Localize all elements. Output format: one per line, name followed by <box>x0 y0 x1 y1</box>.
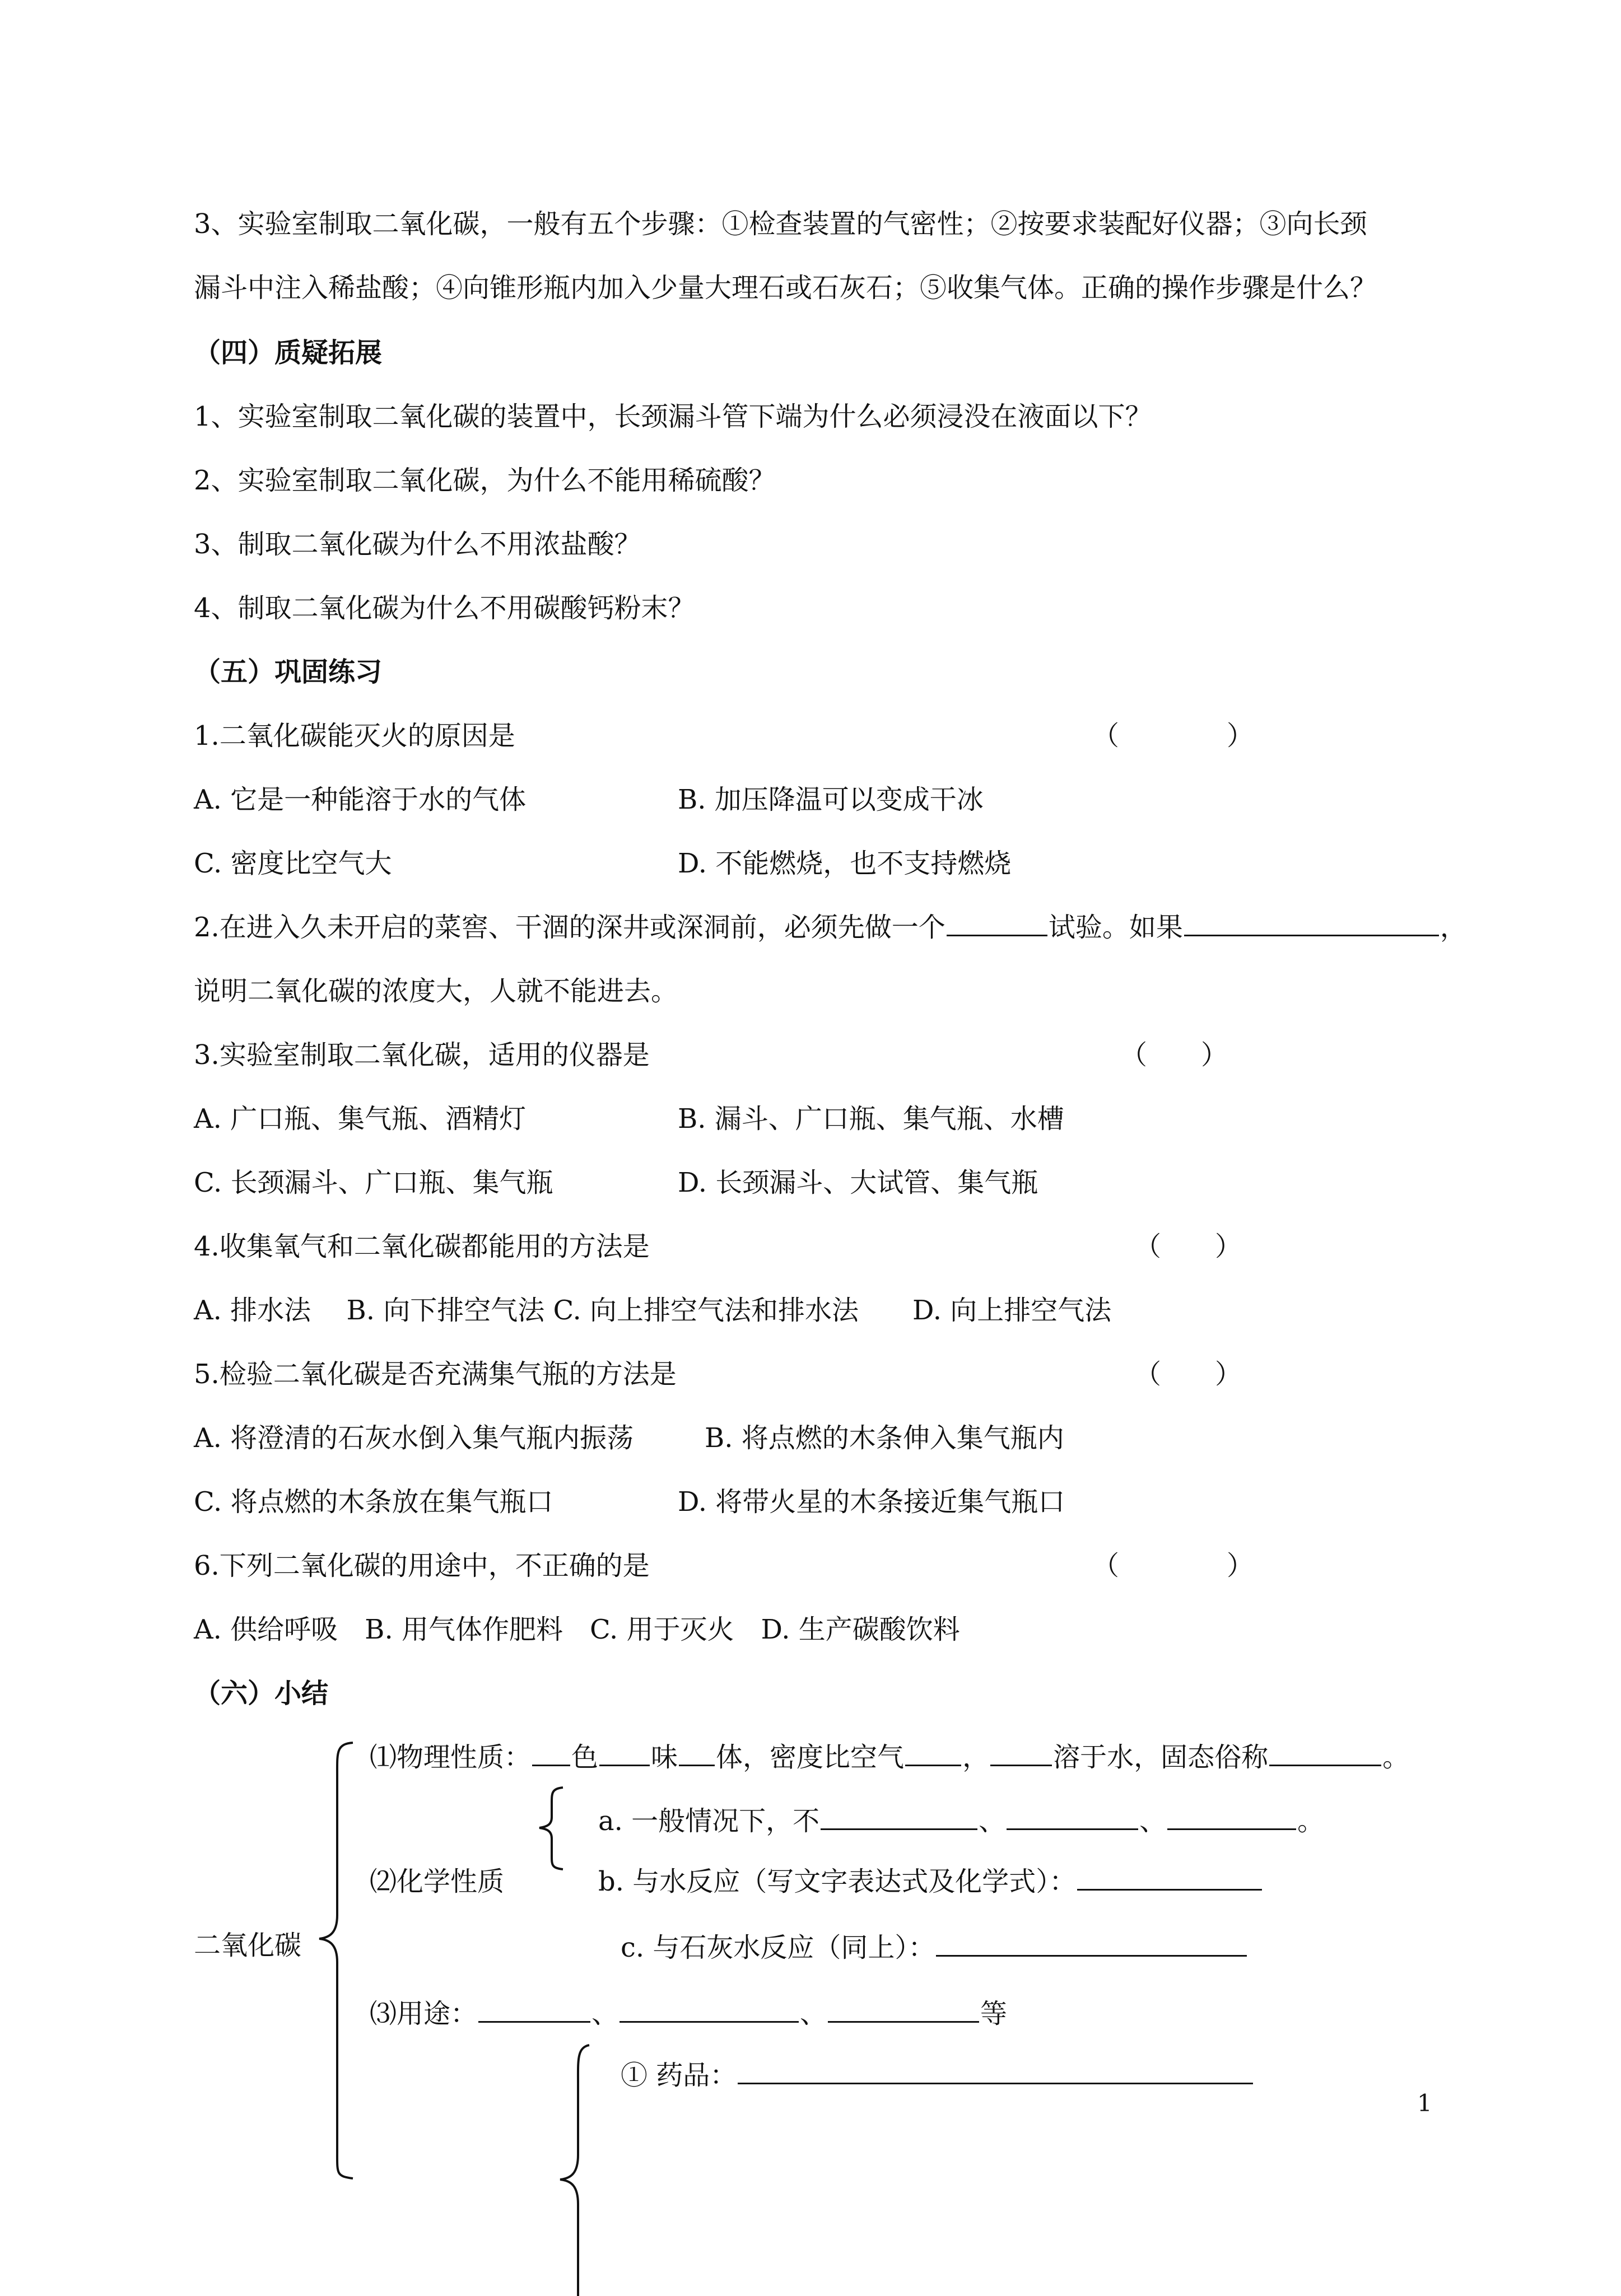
chem-b-text: b. 与水反应（写文字表达式及化学式）： <box>598 1866 1077 1897</box>
exercise-3-stem: 3.实验室制取二氧化碳，适用的仪器是 <box>194 1039 650 1071</box>
exercise-2-text-2: 试验。如果 <box>1048 912 1183 943</box>
prep-reagents-text: ① 药品： <box>621 2060 737 2091</box>
chem-a-blank-2[interactable] <box>1007 1806 1138 1830</box>
exercise-5-answer-parens: （ ） <box>1134 1359 1242 1390</box>
exercise-5-option-d: D. 将带火星的木条接近集气瓶口 <box>678 1486 1065 1518</box>
phys-period: 。 <box>1382 1742 1410 1773</box>
use-blank-3[interactable] <box>828 1999 979 2023</box>
section-6-heading: （六）小结 <box>194 1678 329 1709</box>
chem-b-blank[interactable] <box>1077 1866 1262 1891</box>
exercise-6-answer-parens: （ ） <box>1092 1550 1254 1581</box>
phys-blank-density[interactable] <box>905 1742 961 1766</box>
exercise-5-option-c: C. 将点燃的木条放在集气瓶口 <box>194 1486 553 1518</box>
summary-prep-reagents <box>621 2059 1254 2092</box>
section-4-q3: 3、制取二氧化碳为什么不用浓盐酸？ <box>194 529 641 560</box>
exercise-5-stem: 5.检验二氧化碳是否充满集气瓶的方法是 <box>194 1359 677 1390</box>
summary-physical-properties <box>370 1740 1409 1774</box>
summary-brace-preparation <box>555 2038 599 2296</box>
exercise-4-options: A. 排水法 B. 向下排空气法 C. 向上排空气法和排水法 D. 向上排空气法 <box>194 1295 1112 1326</box>
phys-odor: 味 <box>651 1742 678 1773</box>
exercise-2-blank-1[interactable] <box>947 912 1047 936</box>
exercise-2-text-1: 2.在进入久未开启的菜窖、干涸的深井或深洞前，必须先做一个 <box>194 912 945 943</box>
exercise-2-text-3: ， <box>1440 912 1467 943</box>
page-number: 1 <box>1417 2089 1432 2117</box>
chem-c-blank[interactable] <box>936 1933 1247 1957</box>
use-label: ⑶用途： <box>370 1998 478 2029</box>
summary-brace-outer <box>314 1736 370 2128</box>
exercise-3-option-c: C. 长颈漏斗、广口瓶、集气瓶 <box>194 1167 553 1198</box>
summary-brace-chemical <box>535 1786 569 1898</box>
exercise-5-option-b: B. 将点燃的木条伸入集气瓶内 <box>705 1422 1064 1454</box>
chem-c-text: c. 与石灰水反应（同上）： <box>621 1932 935 1963</box>
exercise-4-answer-parens: （ ） <box>1134 1231 1242 1262</box>
chem-a-text: a. 一般情况下，不 <box>598 1805 820 1837</box>
chem-a-end: 。 <box>1297 1805 1325 1837</box>
phys-color: 色 <box>571 1742 599 1773</box>
exercise-6-stem: 6.下列二氧化碳的用途中，不正确的是 <box>194 1550 650 1581</box>
exercise-1-option-c: C. 密度比空气大 <box>194 848 392 879</box>
summary-uses <box>370 1997 1007 2031</box>
phys-blank-odor[interactable] <box>599 1742 650 1766</box>
summary-root-label: 二氧化碳 <box>194 1930 302 1961</box>
phys-blank-color[interactable] <box>532 1742 570 1766</box>
section-4-q1: 1、实验室制取二氧化碳的装置中，长颈漏斗管下端为什么必须浸没在液面以下？ <box>194 401 1152 432</box>
chem-a-sep-2: 、 <box>1139 1805 1167 1837</box>
chem-a-sep-1: 、 <box>979 1805 1006 1837</box>
summary-chem-c <box>621 1931 1248 1964</box>
exercise-2-line-2: 说明二氧化碳的浓度大，人就不能进去。 <box>194 976 678 1007</box>
exercise-1-stem: 1.二氧化碳能灭火的原因是 <box>194 720 515 752</box>
use-sep-2: 、 <box>800 1998 827 2029</box>
phys-blank-state[interactable] <box>679 1742 715 1766</box>
section-4-q2: 2、实验室制取二氧化碳，为什么不能用稀硫酸？ <box>194 465 776 496</box>
phys-blank-solubility[interactable] <box>990 1742 1052 1766</box>
use-blank-2[interactable] <box>619 1999 799 2023</box>
phys-blank-solid-name[interactable] <box>1269 1742 1381 1766</box>
exercise-3-option-d: D. 长颈漏斗、大试管、集气瓶 <box>678 1167 1038 1198</box>
exercise-1-answer-parens: （ ） <box>1092 720 1254 752</box>
chem-a-blank-1[interactable] <box>821 1806 977 1830</box>
section-4-heading: （四）质疑拓展 <box>194 337 383 368</box>
chem-a-blank-3[interactable] <box>1167 1806 1296 1830</box>
phys-label: ⑴物理性质： <box>370 1742 532 1773</box>
exercise-5-option-a: A. 将澄清的石灰水倒入集气瓶内振荡 <box>194 1422 634 1454</box>
prep-reagents-blank[interactable] <box>738 2060 1253 2084</box>
question-3-line-2: 漏斗中注入稀盐酸；④向锥形瓶内加入少量大理石或石灰石；⑤收集气体。正确的操作步骤是什么？ <box>194 272 1377 304</box>
exercise-6-options: A. 供给呼吸 B. 用气体作肥料 C. 用于灭火 D. 生产碳酸饮料 <box>194 1614 960 1645</box>
exercise-4-stem: 4.收集氧气和二氧化碳都能用的方法是 <box>194 1231 650 1262</box>
question-3-line-1: 3、实验室制取二氧化碳，一般有五个步骤：①检查装置的气密性；②按要求装配好仪器；③向长颈 <box>194 208 1367 240</box>
phys-density: 体，密度比空气 <box>716 1742 905 1773</box>
summary-chem-a <box>598 1804 1324 1838</box>
phys-solid-name: 溶于水，固态俗称 <box>1053 1742 1269 1773</box>
section-4-q4: 4、制取二氧化碳为什么不用碳酸钙粉末？ <box>194 592 695 624</box>
exercise-3-answer-parens: （ ） <box>1120 1039 1228 1071</box>
use-blank-1[interactable] <box>478 1999 590 2023</box>
use-sep-1: 、 <box>591 1998 619 2029</box>
exercise-1-option-a: A. 它是一种能溶于水的气体 <box>194 784 527 815</box>
exercise-3-option-b: B. 漏斗、广口瓶、集气瓶、水槽 <box>678 1103 1064 1135</box>
exercise-1-option-d: D. 不能燃烧，也不支持燃烧 <box>678 848 1012 879</box>
exercise-2-blank-2[interactable] <box>1184 912 1439 936</box>
exercise-3-option-a: A. 广口瓶、集气瓶、酒精灯 <box>194 1103 527 1135</box>
section-5-heading: （五）巩固练习 <box>194 656 383 688</box>
exercise-2-line-1 <box>194 911 1467 944</box>
exercise-1-option-b: B. 加压降温可以变成干冰 <box>678 784 984 815</box>
summary-chem-label: ⑵化学性质 <box>370 1866 505 1897</box>
use-end: 等 <box>980 1998 1008 2029</box>
summary-chem-b <box>598 1865 1263 1898</box>
phys-comma: ， <box>962 1742 990 1773</box>
